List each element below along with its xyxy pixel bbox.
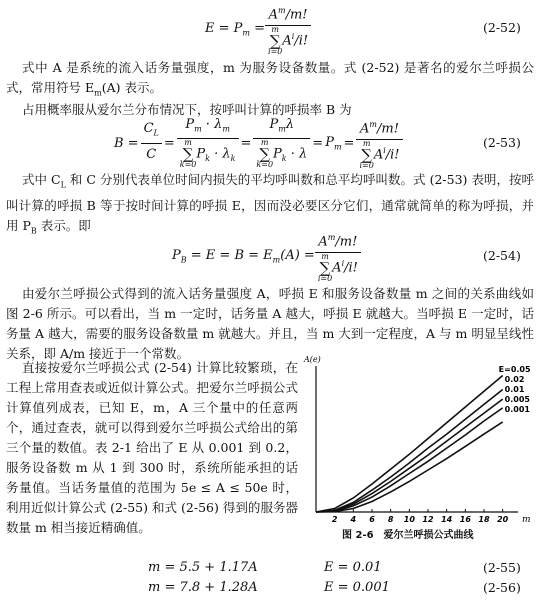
equation-number-2-54: (2-54) bbox=[483, 248, 521, 263]
x-tick-label: 14 bbox=[441, 515, 453, 524]
y-axis-label: A(e) bbox=[304, 355, 321, 364]
eq252-lhs: $E = P_m$ = bbox=[205, 20, 266, 38]
paragraph-4: 由爱尔兰呼损公式得到的流入话务量强度 A，呼损 E 和服务设备数量 m 之间的关系曲线如图 2-6 所示。可以看出，当 m 一定时，话务量 A 越大，呼损 E 就越大。当呼损 E 一定时，话务量 A 越大，需要的服务设备数量 m 就越大。并且，当 m 大到一定程度，A 与 m 明显呈线性关系，即 A/m 接近于一个常数。 bbox=[6, 286, 534, 361]
x-tick-label: 4 bbox=[350, 515, 357, 524]
figure-caption: 图 2-6 爱尔兰呼损公式曲线 bbox=[342, 530, 474, 541]
series-label-0-005: 0.005 bbox=[504, 395, 530, 404]
x-tick-label: 18 bbox=[478, 515, 490, 524]
equation-2-55-condition: E = 0.01 bbox=[324, 560, 382, 575]
figure-2-6 bbox=[302, 355, 534, 542]
equation-2-52 bbox=[205, 4, 311, 54]
x-tick-label: 2 bbox=[331, 515, 338, 524]
eq252-fraction: $A^m/m$! m ∑ i=0 $A^i/i$! bbox=[265, 2, 311, 55]
x-tick-label: 12 bbox=[422, 515, 434, 524]
series-line-0-001 bbox=[316, 422, 503, 512]
x-tick-label: 6 bbox=[369, 515, 375, 524]
x-tick-label: 20 bbox=[497, 515, 509, 524]
x-axis-label: m bbox=[522, 515, 531, 525]
x-tick-label: 16 bbox=[459, 515, 471, 524]
equation-2-53: B = $\frac{C_L}{C}$ = $P_m \cdot \lambda_m$ m ∑ k=0 $P_k \cdot \lambda_k$ = $P_m\lambda$ m ∑ k=0 $P_k \cdot \lambda$ = $P_m$ = $A^m/m$! m ∑ i=0 $A^i/i$! bbox=[114, 118, 403, 168]
equation-number-2-56: (2-56) bbox=[483, 580, 521, 595]
series-label-0-05: E=0.05 bbox=[498, 365, 531, 374]
x-tick-label: 10 bbox=[403, 515, 415, 524]
equation-number-2-53: (2-53) bbox=[483, 135, 521, 150]
series-line-0-005 bbox=[316, 408, 503, 512]
paragraph-2: 占用概率服从爱尔兰分布情况下，按呼叫计算的呼损率 B 为 bbox=[22, 102, 352, 117]
equation-2-56-condition: E = 0.001 bbox=[324, 580, 390, 595]
series-line-0-02 bbox=[316, 390, 503, 513]
equation-2-55: m = 5.5 + 1.17A bbox=[148, 560, 258, 575]
series-label-0-02: 0.02 bbox=[504, 375, 525, 384]
equation-number-2-55: (2-55) bbox=[483, 560, 521, 575]
paragraph-5: 直接按爱尔兰呼损公式 (2-54) 计算比较繁琐，在工程上常用查表或近似计算公式。把爱尔兰呼损公式计算值列成表，已知 E，m，A 三个量中的任意两个，通过查表，就可以得到爱尔兰呼损公式给出的第三个量的数值。表 2-1 给出了 E 从 0.001 到 0.2，服务设备数 m 从 1 到 300 时，系统所能承担的话务量值。当话务量值的范围为 5e ≤ A ≤ 50e 时，利用近似计算公式 (2-55) 和式 (2-56) 得到的服务器数量 m 相当接近精确值。 bbox=[6, 360, 298, 535]
erlang-curve-chart bbox=[302, 355, 534, 525]
series-label-0-01: 0.01 bbox=[504, 385, 525, 394]
equation-2-54: $P_B = E = B = E_m(A)$ = $A^m/m$! m ∑ i=0 $A^i/i$! bbox=[172, 230, 361, 282]
paragraph-1: 式中 A 是系统的流入话务量强度，m 为服务设备数量。式 (2-52) 是著名的爱尔兰呼损公式，常用符号 $E_m(A)$ 表示。 bbox=[6, 60, 534, 98]
equation-2-56: m = 7.8 + 1.28A bbox=[148, 580, 258, 595]
series-label-0-001: 0.001 bbox=[504, 405, 530, 414]
paragraph-3: 式中 $C_L$ 和 C 分别代表单位时间内损失的平均呼叫数和总平均呼叫数。式 (2-53) 表明，按呼叫计算的呼损 B 等于按时间计算的呼损 E，因而没必要区分它们，通常就简单的称为呼损，并用 $P_B$ 表示。即 bbox=[6, 172, 534, 235]
series-line-0-05 bbox=[316, 376, 503, 513]
equation-number-2-52: (2-52) bbox=[483, 20, 521, 35]
series-line-0-01 bbox=[316, 399, 503, 512]
x-tick-label: 8 bbox=[387, 515, 394, 524]
